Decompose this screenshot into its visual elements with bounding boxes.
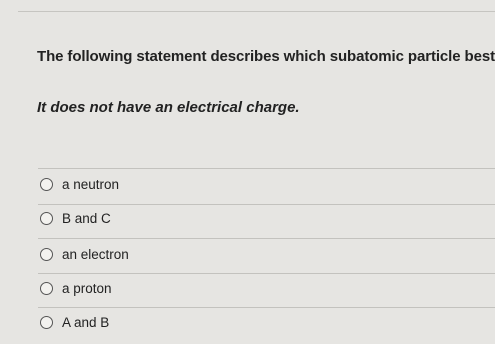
option-divider: [38, 273, 495, 274]
radio-button-icon[interactable]: [40, 212, 53, 225]
question-statement: It does not have an electrical charge.: [37, 99, 300, 116]
option-an-electron[interactable]: [40, 244, 129, 264]
option-label: a neutron: [62, 176, 120, 192]
radio-button-icon[interactable]: [40, 178, 53, 191]
radio-button-icon[interactable]: [40, 282, 53, 295]
option-divider: [38, 168, 495, 169]
option-a-and-b[interactable]: [40, 312, 109, 332]
option-a-neutron[interactable]: [40, 174, 119, 194]
option-divider: [38, 204, 495, 205]
option-label: A and B: [62, 314, 110, 330]
option-b-and-c[interactable]: [40, 208, 111, 228]
option-divider: [38, 238, 495, 239]
question-text: The following statement describes which subatomic particle best: [37, 48, 495, 65]
option-label: an electron: [62, 246, 129, 262]
option-divider: [38, 307, 495, 308]
option-label: B and C: [62, 210, 111, 226]
option-label: a proton: [62, 280, 112, 296]
radio-button-icon[interactable]: [40, 316, 53, 329]
radio-button-icon[interactable]: [40, 248, 53, 261]
option-a-proton[interactable]: [40, 278, 112, 298]
